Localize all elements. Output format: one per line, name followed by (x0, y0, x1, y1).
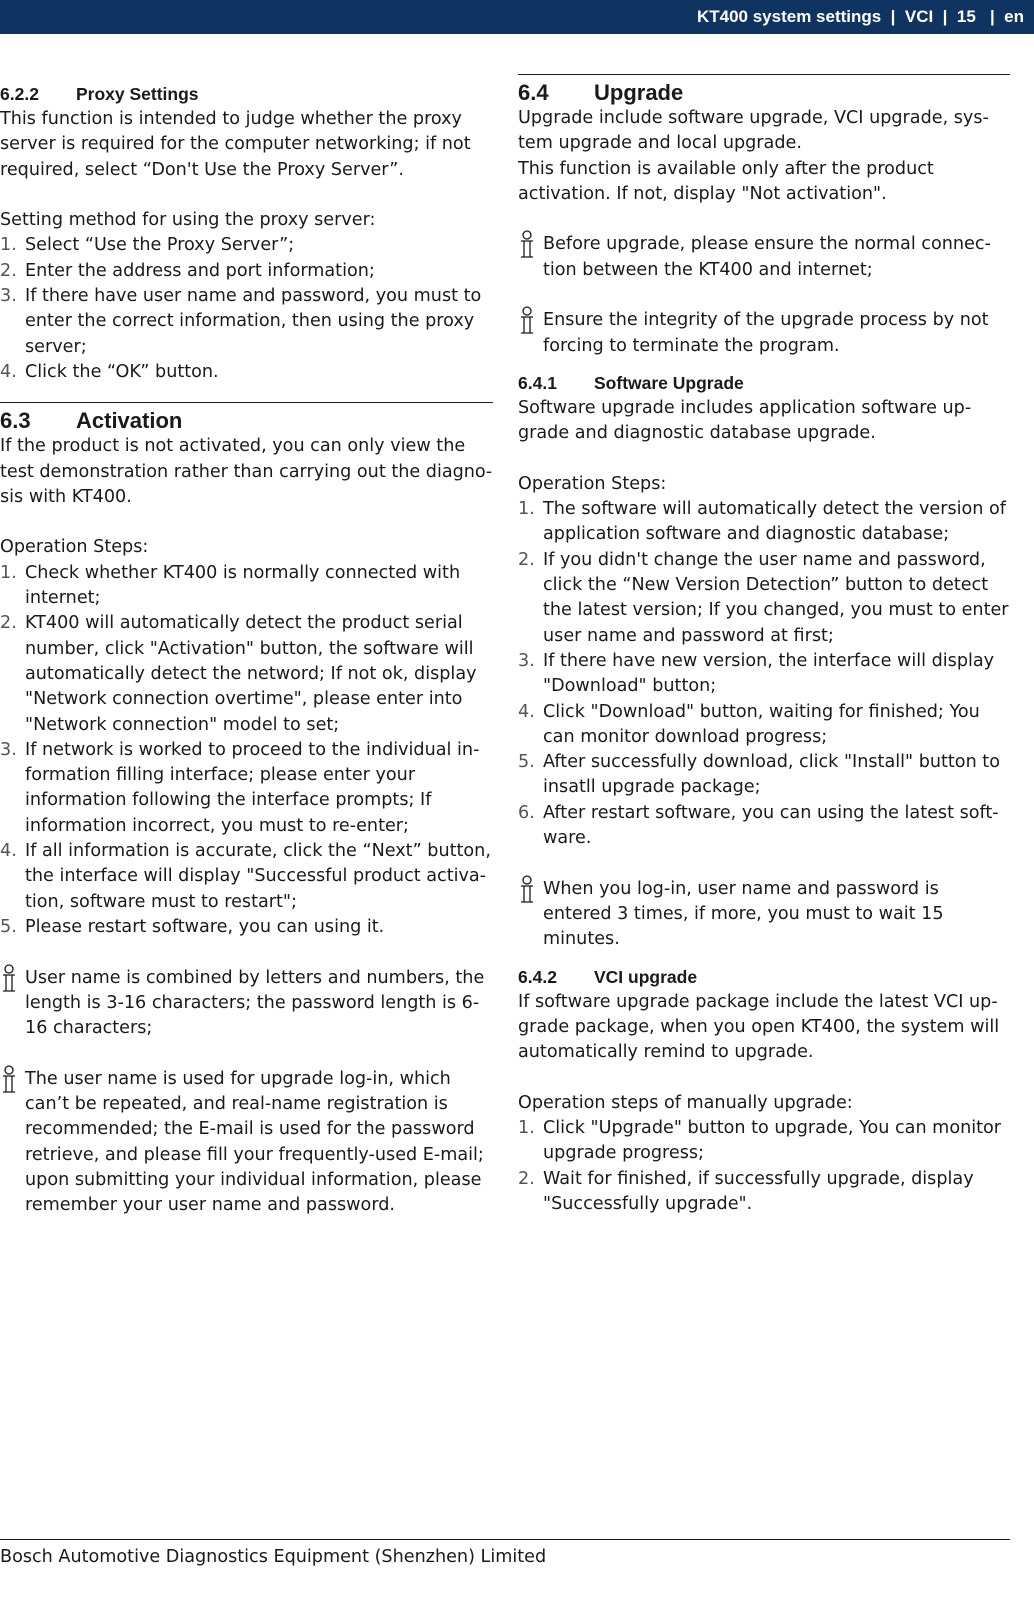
section-title: Activation (76, 408, 183, 434)
section-title: Software Upgrade (594, 372, 744, 393)
paragraph: Operation steps of manually upgrade: (518, 1092, 853, 1113)
paragraph: Upgrade include software upgrade, VCI upgrade, system upgrade and local upgrade. (518, 108, 989, 154)
footer-divider (0, 1539, 1010, 1540)
list-item: 4. If all information is accurate, click the “Next” button, the interface will display "Successful product activation, software must to restart"; (0, 841, 491, 912)
list-item: 3. If network is worked to proceed to the individual information filling interface; please enter your information following the interface prompts; If information incorrect, you must to re-enter; (0, 739, 480, 836)
paragraph: Operation Steps: (0, 537, 149, 558)
paragraph: Setting method for using the proxy server: (0, 210, 376, 231)
list-item: 1. Select “Use the Proxy Server”; (0, 235, 295, 256)
info-note: Before upgrade, please ensure the normal connection between the KT400 and internet; (518, 232, 1010, 283)
list-item: 1. Check whether KT400 is normally connected with internet; (0, 562, 461, 609)
right-column (518, 82, 1010, 1217)
list-item: 6. After restart software, you can using the latest software. (518, 802, 999, 849)
paragraph: This function is available only after the product activation. If not, display "Not activation". (518, 158, 934, 204)
paragraph: This function is intended to judge whether the proxy server is required for the computer networking; if not required, select “Don't Use the Proxy Server”. (0, 109, 471, 180)
numbered-list (518, 497, 1010, 851)
section-heading-proxy-settings (0, 82, 493, 107)
section-divider (518, 74, 1010, 75)
section-title: VCI upgrade (594, 966, 698, 987)
list-item: 4. Click "Download" button, waiting for finished; You can monitor download progress; (518, 701, 980, 747)
section-number: 6.4.2 (518, 966, 557, 987)
numbered-list (0, 233, 493, 385)
list-item: 5. Please restart software, you can using it. (0, 916, 385, 937)
info-note: The user name is used for upgrade log-in, which can’t be repeated, and real-name registration is recommended; the E-mail is used for the password retrieve, and please fill your frequently-used E-mail; upon submitting your individual information, please remember your user name and password. (0, 1067, 493, 1219)
section-heading-activation (0, 408, 493, 434)
section-heading-upgrade (518, 80, 1010, 106)
section-heading-software-upgrade (518, 371, 1010, 396)
list-item: 3. If there have new version, the interface will display "Download" button; (518, 650, 995, 697)
list-item: 3. If there have user name and password, you must to enter the correct information, then using the proxy server; (0, 286, 482, 357)
list-item: 2. KT400 will automatically detect the product serial number, click "Activation" button, the software will automatically detect the netword; If not ok, display "Network connection overtime", please enter into "Network connection" model to set; (0, 613, 477, 735)
section-divider (0, 402, 493, 403)
left-column (0, 82, 493, 1218)
section-number: 6.4 (518, 80, 549, 105)
section-number: 6.2.2 (0, 84, 39, 104)
page-footer: Bosch Automotive Diagnostics Equipment (Shenzhen) Limited (0, 1547, 547, 1567)
info-note: Ensure the integrity of the upgrade process by not forcing to terminate the program. (518, 308, 1010, 359)
paragraph: If the product is not activated, you can only view the test demonstration rather than carrying out the diagnosis with KT400. (0, 436, 493, 507)
paragraph: Software upgrade includes application software upgrade and diagnostic database upgrade. (518, 397, 972, 444)
list-item: 4. Click the “OK” button. (0, 361, 219, 382)
section-number: 6.4.1 (518, 372, 557, 393)
section-title: Proxy Settings (76, 84, 199, 104)
info-note: When you log-in, user name and password is entered 3 times, if more, you must to wait 15 minutes. (518, 877, 1010, 953)
header-running-title: KT400 system settings | VCI | 15 | en (696, 7, 1024, 26)
page-header (0, 0, 1034, 34)
paragraph: If software upgrade package include the latest VCI upgrade package, when you open KT400, the system will automatically remind to upgrade. (518, 991, 1000, 1063)
list-item: 5. After successfully download, click "Install" button to insatll upgrade package; (518, 752, 1000, 798)
info-icon (0, 1067, 25, 1092)
paragraph: Operation Steps: (518, 473, 667, 494)
list-item: 1. The software will automatically detect the version of application software and diagnostic database; (518, 499, 1006, 545)
list-item: 2. Enter the address and port information; (0, 260, 375, 281)
info-icon (518, 877, 543, 902)
section-title: Upgrade (594, 80, 684, 105)
info-icon (0, 966, 25, 991)
numbered-list (0, 561, 493, 940)
section-heading-vci-upgrade (518, 965, 1010, 990)
info-icon (518, 308, 543, 333)
info-note: User name is combined by letters and numbers, the length is 3-16 characters; the password length is 6-16 characters; (0, 966, 493, 1042)
list-item: 2. Wait for finished, if successfully upgrade, display "Successfully upgrade". (518, 1168, 974, 1214)
section-number: 6.3 (0, 408, 31, 434)
info-icon (518, 232, 543, 257)
numbered-list (518, 1116, 1010, 1217)
list-item: 2. If you didn't change the user name and password, click the “New Version Detection” button to detect the latest version; If you changed, you must to enter user name and password at first; (518, 549, 1009, 646)
list-item: 1. Click "Upgrade" button to upgrade, You can monitor upgrade progress; (518, 1117, 1002, 1164)
